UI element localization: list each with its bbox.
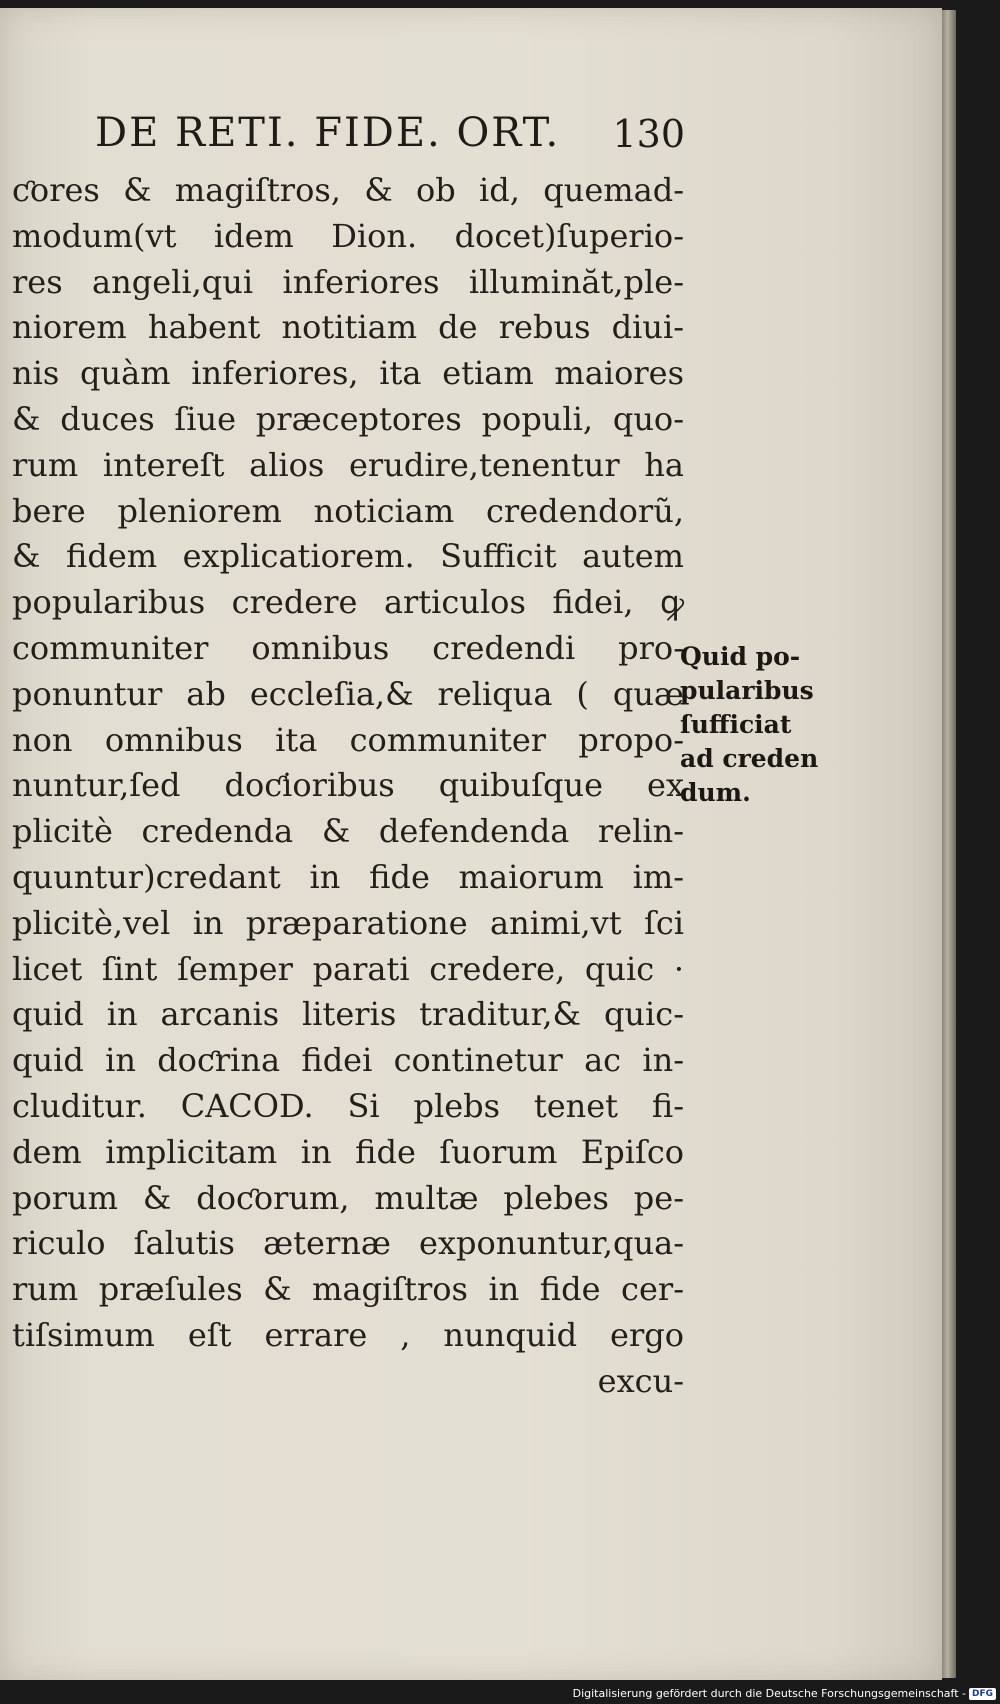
text-line: riculo ſalutis æternæ exponuntur,qua- xyxy=(12,1224,684,1263)
text-line: dem implicitam in fide ſuorum Epiſco xyxy=(12,1132,684,1171)
page-header xyxy=(95,110,685,164)
dfg-logo: DFG xyxy=(969,1688,996,1700)
text-line: rum intereſt alios erudire,tenentur ha xyxy=(12,445,684,484)
text-line: non omnibus ita communiter propo- xyxy=(12,720,684,759)
text-line: res angeli,qui inferiores illuminăt,ple- xyxy=(12,262,684,301)
running-head: DE RETI. FIDE. ORT. xyxy=(95,110,561,156)
text-line: licet ſint ſemper parati credere, quic · xyxy=(12,949,684,988)
text-line: cluditur. CACOD. Si plebs tenet fi- xyxy=(12,1086,684,1125)
text-line: quid in arcanis literis traditur,& quic- xyxy=(12,995,684,1034)
marginal-note-line: Quid po- xyxy=(680,642,801,671)
text-line: ƈores & magiſtros, & ob id, quemad- xyxy=(12,171,684,209)
book-page xyxy=(0,8,942,1680)
text-line: quuntur)credant in fide maiorum im- xyxy=(12,857,684,896)
text-line: nuntur,ſed doƈioribus quibuſque ex xyxy=(12,766,684,805)
page-edge xyxy=(942,10,956,1678)
text-line: tiſsimum eſt errare , nunquid ergo xyxy=(12,1315,684,1354)
text-line: modum(vt idem Dion. docet)ſuperio- xyxy=(12,216,684,255)
text-line: quid in doƈrina fidei continetur ac in- xyxy=(12,1041,684,1080)
text-line: excu- xyxy=(597,1361,684,1400)
page-number: 130 xyxy=(612,112,685,156)
text-line: popularibus credere articulos fidei, ꝙ xyxy=(12,583,684,622)
text-line: plicitè,vel in præparatione animi,vt ſci xyxy=(12,903,684,942)
text-line: plicitè credenda & defendenda relin- xyxy=(12,812,684,851)
text-line: bere pleniorem noticiam credendorũ, xyxy=(12,491,684,530)
marginal-note-line: dum. xyxy=(680,778,751,807)
main-text-block xyxy=(12,168,684,1405)
marginal-note-line: ad creden xyxy=(680,744,819,773)
text-line: & fidem explicatiorem. Sufficit autem xyxy=(12,537,684,576)
marginal-note-line: ſufficiat xyxy=(680,710,792,739)
text-line: ponuntur ab eccleſia,& reliqua ( quæ xyxy=(12,674,684,713)
digitization-credit xyxy=(573,1687,996,1700)
marginal-note-line: pularibus xyxy=(680,676,814,705)
marginal-note xyxy=(680,640,840,810)
text-line: rum præſules & magiſtros in fide cer- xyxy=(12,1270,684,1309)
text-line: niorem habent notitiam de rebus diui- xyxy=(12,308,684,347)
credit-text: Digitalisierung gefördert durch die Deutsche Forschungsgemeinschaft - xyxy=(572,1687,966,1700)
text-line: porum & doƈorum, multæ plebes pe- xyxy=(12,1178,684,1217)
text-line: nis quàm inferiores, ita etiam maiores xyxy=(12,354,684,393)
text-line: & duces ſiue præceptores populi, quo- xyxy=(12,399,684,438)
text-line: communiter omnibus credendi pro- xyxy=(12,628,684,667)
